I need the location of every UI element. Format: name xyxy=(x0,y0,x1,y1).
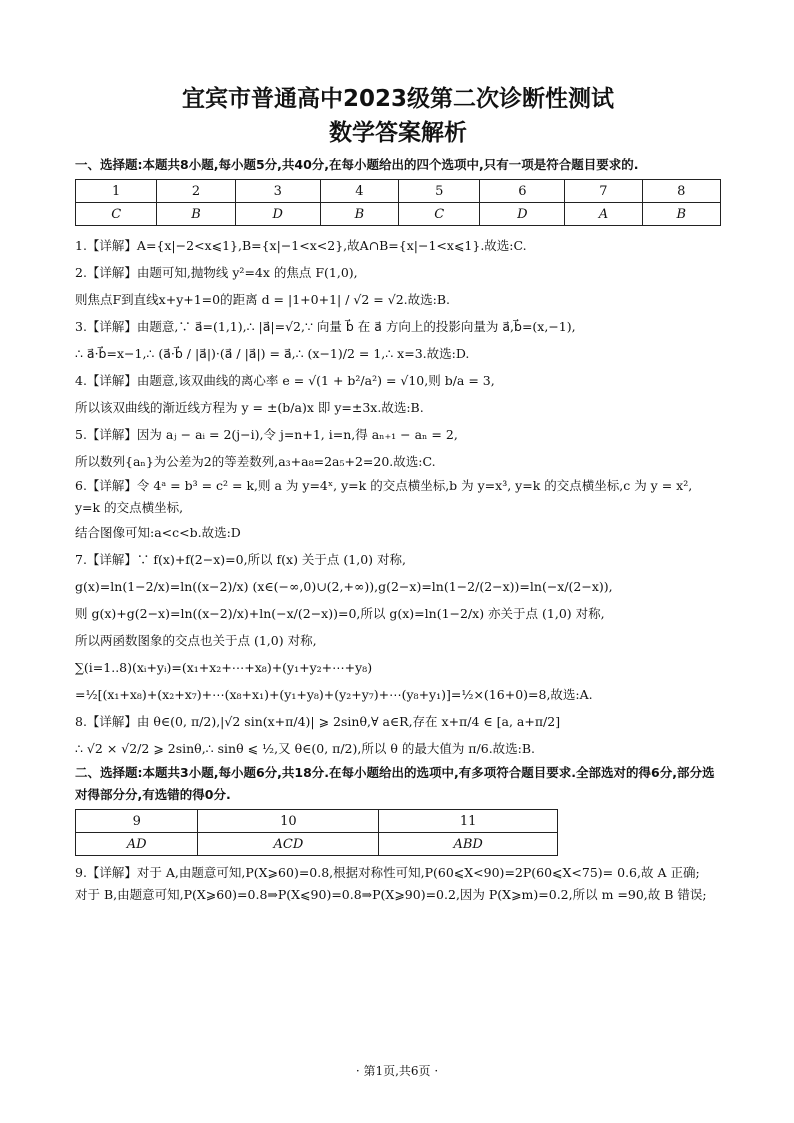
answer-table-1 xyxy=(75,179,721,226)
exam-title: 宜宾市普通高中2023级第二次诊断性测试 xyxy=(181,86,614,112)
page-footer: · 第1页,共6页 · xyxy=(355,1064,439,1078)
table-cell: B xyxy=(642,203,721,226)
question-number-row xyxy=(76,180,721,203)
answer-key-title: 数学答案解析 xyxy=(329,120,467,146)
table-cell: 8 xyxy=(642,180,721,203)
answer-row xyxy=(76,833,558,856)
solution-line: 8.【详解】由 θ∈(0, π/2),|√2 sin(x+π/4)| ⩾ 2sinθ,∀ a∈R,存在 x+π/4 ∈ [a, a+π/2] xyxy=(75,714,561,729)
section2-heading: 二、选择题:本题共3小题,每小题6分,共18分.在每小题给出的选项中,有多项符合题目要求.全部选对的得6分,部分选对得部分分,有选错的得0分. xyxy=(75,765,715,802)
table-cell: D xyxy=(480,203,565,226)
table-cell: B xyxy=(320,203,398,226)
solution-line: ∴ a⃗·b⃗=x−1,∴ (a⃗·b⃗ / |a⃗|)·(a⃗ / |a⃗|) = a⃗,∴ (x−1)/2 = 1,∴ x=3.故选:D. xyxy=(75,346,470,361)
solution-line: ∑(i=1..8)(xᵢ+yᵢ)=(x₁+x₂+⋯+x₈)+(y₁+y₂+⋯+y₈) xyxy=(75,660,373,675)
solution-line: 所以该双曲线的渐近线方程为 y = ±(b/a)x 即 y=±3x.故选:B. xyxy=(75,400,424,415)
table-cell: 9 xyxy=(76,810,198,833)
solution-line: 所以数列{aₙ}为公差为2的等差数列,a₃+a₈=2a₅+2=20.故选:C. xyxy=(75,454,436,469)
solution-line: 2.【详解】由题可知,抛物线 y²=4x 的焦点 F(1,0), xyxy=(75,265,358,280)
answer-row xyxy=(76,203,721,226)
table-cell: 11 xyxy=(379,810,558,833)
table-cell: ABD xyxy=(379,833,558,856)
solution-line: 则 g(x)+g(2−x)=ln((x−2)/x)+ln(−x/(2−x))=0,所以 g(x)=ln(1−2/x) 亦关于点 (1,0) 对称, xyxy=(75,606,605,621)
solution-line: =½[(x₁+x₈)+(x₂+x₇)+⋯(x₈+x₁)+(y₁+y₈)+(y₂+y₇)+⋯(y₈+y₁)]=½×(16+0)=8,故选:A. xyxy=(75,687,593,702)
table-cell: 3 xyxy=(235,180,320,203)
solution-line: 对于 B,由题意可知,P(X⩾60)=0.8⇒P(X⩽90)=0.8⇒P(X⩾90)=0.2,因为 P(X⩾m)=0.2,所以 m =90,故 B 错误; xyxy=(75,887,707,902)
table-cell: 10 xyxy=(198,810,379,833)
question-number-row xyxy=(76,810,558,833)
section1-heading: 一、选择题:本题共8小题,每小题5分,共40分,在每小题给出的四个选项中,只有一项是符合题目要求的. xyxy=(75,157,639,172)
solution-line: 结合图像可知:a<c<b.故选:D xyxy=(75,525,241,540)
solution-line: 所以两函数图象的交点也关于点 (1,0) 对称, xyxy=(75,633,317,648)
table-cell: 6 xyxy=(480,180,565,203)
solution-line: g(x)=ln(1−2/x)=ln((x−2)/x) (x∈(−∞,0)∪(2,+∞)),g(2−x)=ln(1−2/(2−x))=ln(−x/(2−x)), xyxy=(75,579,613,594)
table-cell: 5 xyxy=(399,180,480,203)
table-cell: 1 xyxy=(76,180,157,203)
solution-line: 则焦点F到直线x+y+1=0的距离 d = |1+0+1| / √2 = √2.故选:B. xyxy=(75,292,450,307)
table-cell: B xyxy=(157,203,235,226)
solution-line: 6.【详解】令 4ᵃ = b³ = c² = k,则 a 为 y=4ˣ, y=k 的交点横坐标,b 为 y=x³, y=k 的交点横坐标,c 为 y = x², y=k 的交点横坐标, xyxy=(75,478,693,515)
table-cell: AD xyxy=(76,833,198,856)
table-cell: 2 xyxy=(157,180,235,203)
solution-line: 9.【详解】对于 A,由题意可知,P(X⩾60)=0.8,根据对称性可知,P(60⩽X<90)=2P(60⩽X<75)= 0.6,故 A 正确; xyxy=(75,865,700,880)
table-cell: D xyxy=(235,203,320,226)
table-cell: A xyxy=(565,203,642,226)
solution-line: 3.【详解】由题意,∵ a⃗=(1,1),∴ |a⃗|=√2,∵ 向量 b⃗ 在 a⃗ 方向上的投影向量为 a⃗,b⃗=(x,−1), xyxy=(75,319,576,334)
document-page xyxy=(75,82,721,906)
solution-line: 1.【详解】A={x|−2<x⩽1},B={x|−1<x<2},故A∩B={x|−1<x⩽1}.故选:C. xyxy=(75,238,527,253)
solution-line: 5.【详解】因为 aⱼ − aᵢ = 2(j−i),令 j=n+1, i=n,得 aₙ₊₁ − aₙ = 2, xyxy=(75,427,458,442)
table-cell: ACD xyxy=(198,833,379,856)
solution-line: ∴ √2 × √2/2 ⩾ 2sinθ,∴ sinθ ⩽ ½,又 θ∈(0, π/2),所以 θ 的最大值为 π/6.故选:B. xyxy=(75,741,536,756)
solution-line: 7.【详解】∵ f(x)+f(2−x)=0,所以 f(x) 关于点 (1,0) 对称, xyxy=(75,552,406,567)
solution-line: 4.【详解】由题意,该双曲线的离心率 e = √(1 + b²/a²) = √10,则 b/a = 3, xyxy=(75,373,495,388)
table-cell: 4 xyxy=(320,180,398,203)
table-cell: C xyxy=(76,203,157,226)
table-cell: C xyxy=(399,203,480,226)
table-cell: 7 xyxy=(565,180,642,203)
answer-table-2 xyxy=(75,809,558,856)
